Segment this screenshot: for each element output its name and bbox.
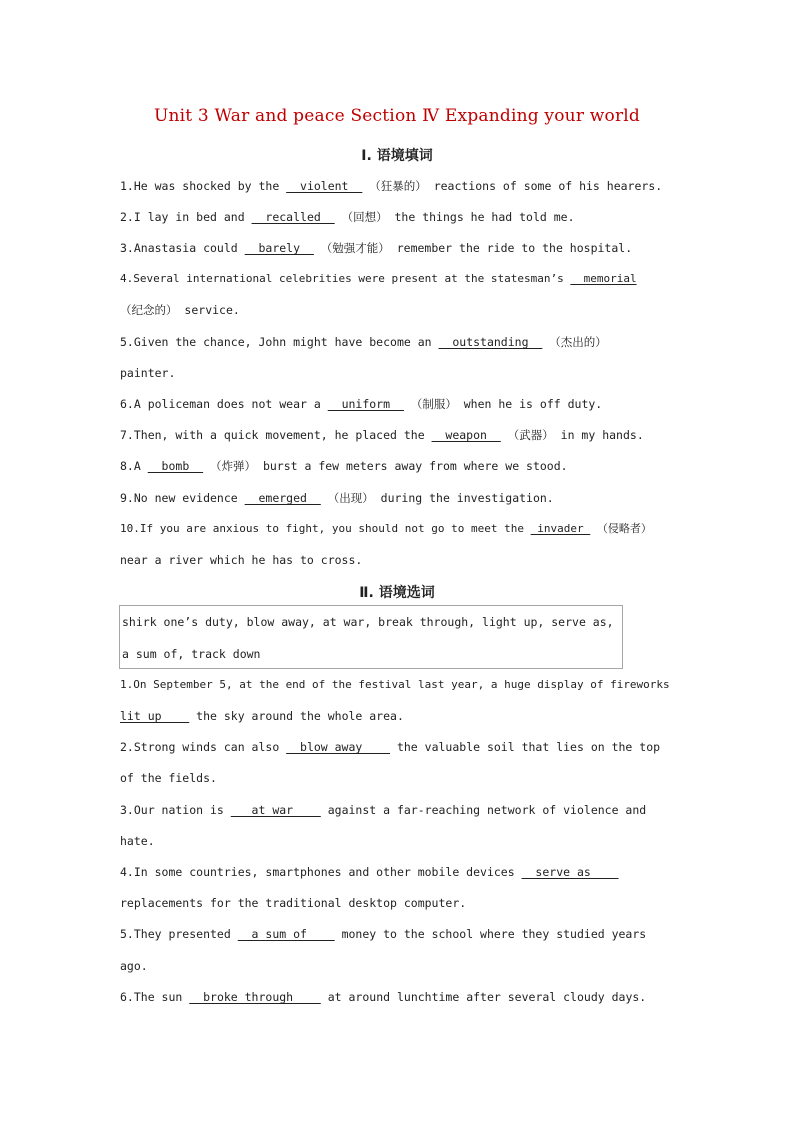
answer-blank: invader	[530, 522, 591, 535]
page-title: Unit 3 War and peace Section Ⅳ Expanding your world	[153, 106, 640, 126]
list-item: hate.	[120, 834, 155, 848]
list-item: replacements for the traditional desktop computer.	[120, 896, 467, 910]
answer-blank: a sum of	[237, 927, 335, 941]
list-item: 5.Given the chance, John might have become an outstanding （杰出的）	[120, 335, 607, 349]
section-2-heading: Ⅱ. 语境选词	[359, 585, 435, 601]
answer-blank: bomb	[147, 459, 204, 473]
list-item: 9.No new evidence emerged （出现） during the investigation.	[120, 491, 554, 505]
answer-blank: at war	[230, 803, 321, 817]
answer-blank: outstanding	[438, 335, 543, 349]
list-item: painter.	[120, 366, 176, 380]
list-item: lit up the sky around the whole area.	[120, 709, 404, 723]
list-item: near a river which he has to cross.	[120, 553, 363, 567]
answer-blank: blow away	[286, 740, 391, 754]
answer-blank: serve as	[521, 865, 619, 879]
list-item: 4.In some countries, smartphones and other mobile devices serve as	[120, 865, 619, 879]
answer-blank: barely	[244, 241, 314, 255]
list-item: 2.Strong winds can also blow away the valuable soil that lies on the top	[120, 740, 661, 754]
list-item: 6.The sun broke through at around lunchtime after several cloudy days.	[120, 990, 647, 1004]
answer-blank: emerged	[244, 491, 321, 505]
word-bank-line: shirk one’s duty, blow away, at war, break through, light up, serve as,	[122, 615, 614, 629]
word-bank-box	[119, 605, 623, 669]
list-item: （纪念的） service.	[120, 303, 240, 317]
answer-blank: memorial	[570, 272, 637, 285]
word-bank-line: a sum of, track down	[122, 647, 261, 661]
list-item: 10.If you are anxious to fight, you should not go to meet the invader （侵略者）	[120, 520, 680, 538]
section-1-heading: Ⅰ. 语境填词	[361, 148, 433, 164]
list-item: 2.I lay in bed and recalled （回想） the things he had told me.	[120, 210, 575, 224]
list-item: of the fields.	[120, 771, 217, 785]
list-item: 6.A policeman does not wear a uniform （制服） when he is off duty.	[120, 397, 603, 411]
answer-blank: broke through	[189, 990, 321, 1004]
list-item: 1.On September 5, at the end of the festival last year, a huge display of fireworks	[120, 678, 670, 691]
list-item: 8.A bomb （炸弹） burst a few meters away from where we stood.	[120, 459, 568, 473]
list-item: 7.Then, with a quick movement, he placed the weapon （武器） in my hands.	[120, 428, 644, 442]
list-item: 3.Our nation is at war against a far-reaching network of violence and	[120, 803, 647, 817]
list-item: 4.Several international celebrities were present at the statesman’s memorial	[120, 270, 680, 288]
answer-blank: violent	[286, 179, 363, 193]
answer-blank: recalled	[251, 210, 335, 224]
answer-blank: weapon	[431, 428, 501, 442]
answer-blank: uniform	[327, 397, 404, 411]
list-item: ago.	[120, 959, 148, 973]
list-item: 3.Anastasia could barely （勉强才能） remember the ride to the hospital.	[120, 241, 633, 255]
list-item: 5.They presented a sum of money to the school where they studied years	[120, 927, 647, 941]
answer-blank: lit up	[120, 709, 190, 723]
list-item: 1.He was shocked by the violent （狂暴的） reactions of some of his hearers.	[120, 179, 663, 193]
